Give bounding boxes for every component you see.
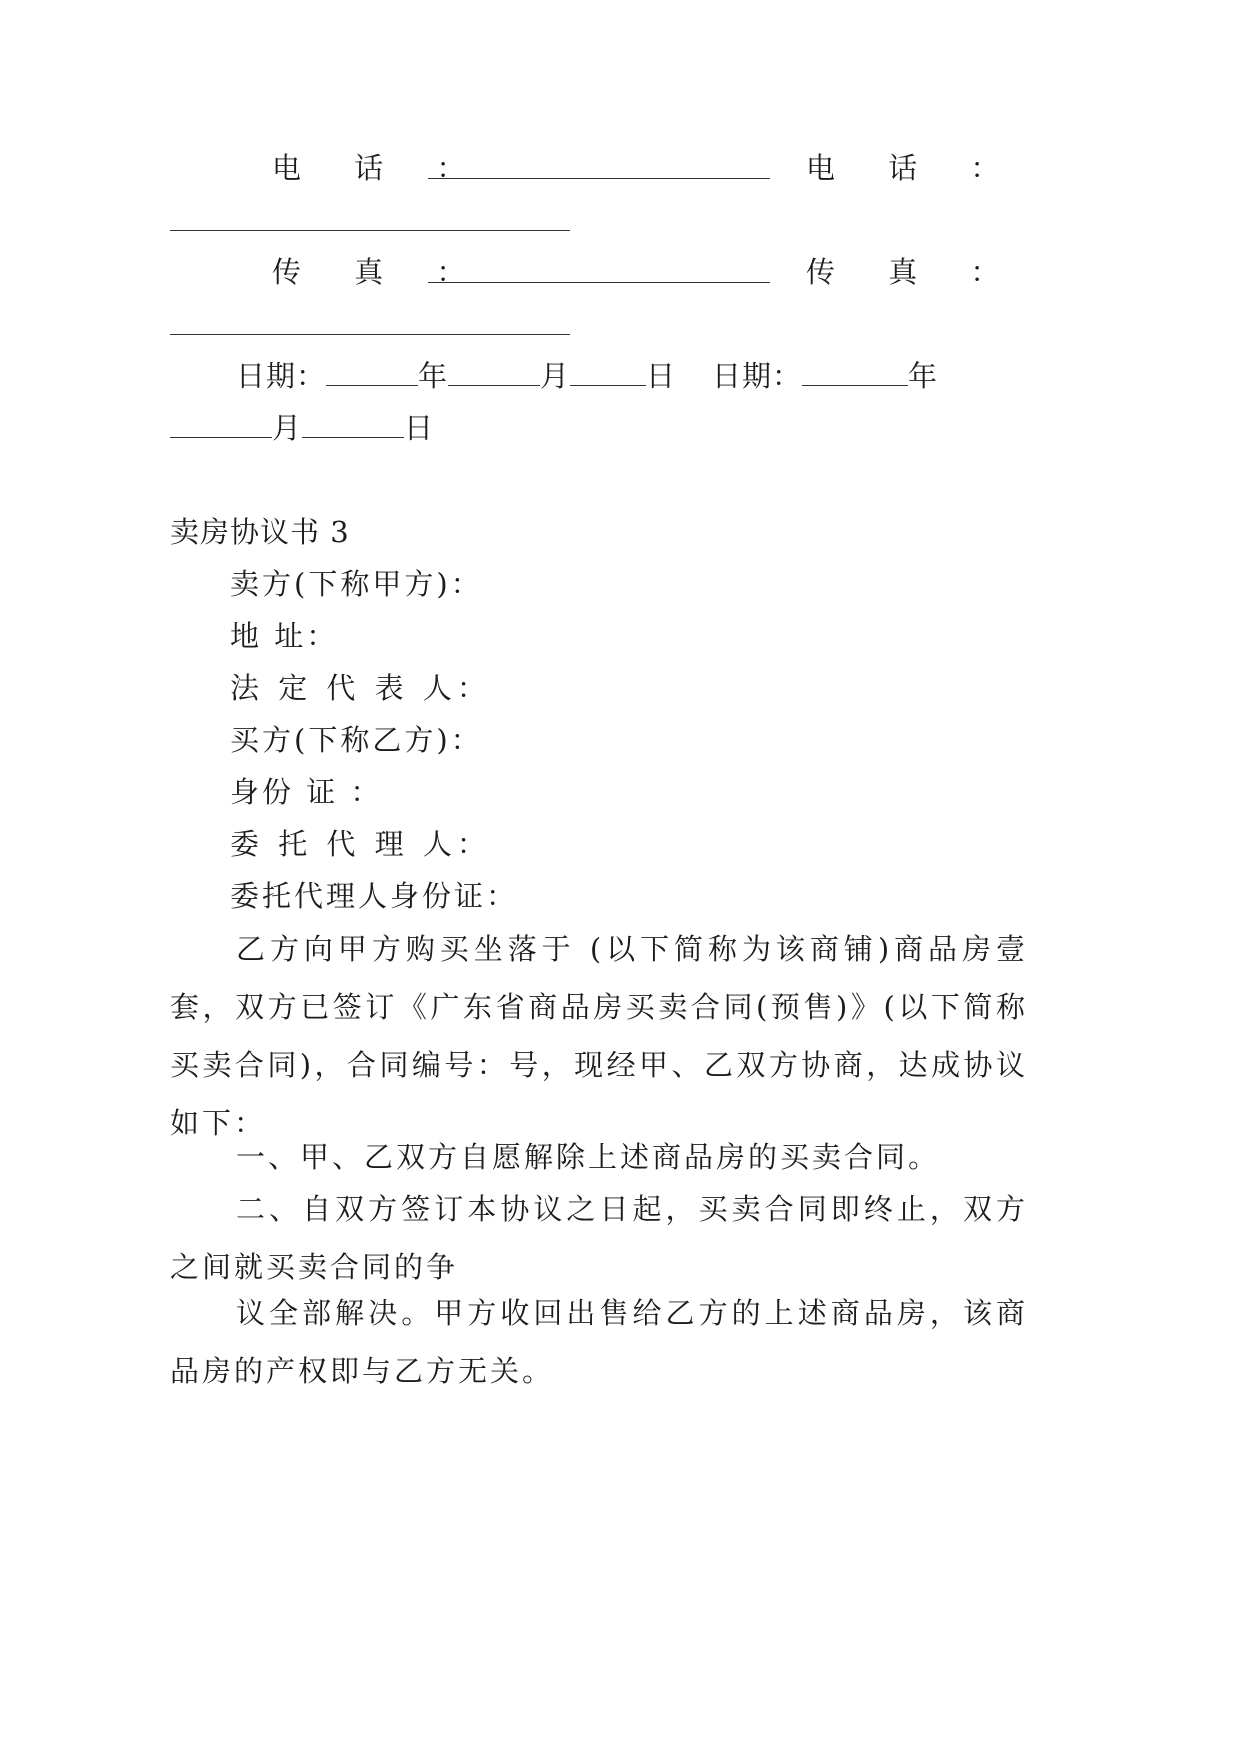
clause-1: 一、甲、乙双方自愿解除上述商品房的买卖合同。 bbox=[236, 1140, 941, 1174]
date-day-blank bbox=[570, 363, 646, 386]
date-row-continued bbox=[170, 408, 434, 448]
phone-label-left: 电 话 ： bbox=[272, 151, 488, 185]
date-year-blank bbox=[326, 363, 418, 386]
date-label-left: 日期： bbox=[236, 359, 327, 393]
seller-field: 卖方(下称甲方)： bbox=[230, 567, 483, 601]
phone-blank-left bbox=[428, 178, 770, 179]
fax-label-left: 传 真 ： bbox=[272, 255, 488, 289]
date-month-blank-right bbox=[170, 415, 272, 438]
intro-paragraph: 乙方向甲方购买坐落于 (以下简称为该商铺)商品房壹套，双方已签订《广东省商品房买卖合同(预售)》(以下简称买卖合同)，合同编号：号，现经甲、乙双方协商，达成协议如下： bbox=[170, 932, 1028, 1140]
date-month-label: 月 bbox=[540, 359, 571, 393]
phone-label-right: 电 话 ： bbox=[806, 151, 1022, 185]
date-month-label-right: 月 bbox=[272, 411, 303, 445]
agent-field: 委 托 代 理 人： bbox=[230, 827, 491, 861]
clause-2: 二、自双方签订本协议之日起，买卖合同即终止，双方之间就买卖合同的争 bbox=[170, 1192, 1028, 1284]
date-day-label: 日 bbox=[646, 359, 677, 393]
clause-2-continued: 议全部解决。甲方收回出售给乙方的上述商品房，该商品房的产权即与乙方无关。 bbox=[170, 1296, 1028, 1388]
fax-blank-left bbox=[428, 282, 770, 283]
date-label-right: 日期： bbox=[712, 359, 803, 393]
agent-id-field: 委托代理人身份证： bbox=[230, 879, 519, 913]
legal-rep-field: 法 定 代 表 人： bbox=[230, 671, 491, 705]
fax-label-right: 传 真 ： bbox=[806, 255, 1022, 289]
date-row-right bbox=[712, 356, 938, 396]
date-row-left bbox=[236, 356, 676, 396]
address-field: 地 址： bbox=[230, 619, 339, 653]
date-month-blank bbox=[448, 363, 540, 386]
fax-blank-right bbox=[170, 334, 570, 335]
id-card-field: 身份 证 ： bbox=[230, 775, 383, 809]
buyer-field: 买方(下称乙方)： bbox=[230, 723, 483, 757]
phone-blank-right bbox=[170, 230, 570, 231]
agreement-title: 卖房协议书 3 bbox=[170, 515, 350, 549]
date-year-label-right: 年 bbox=[908, 359, 939, 393]
date-year-label: 年 bbox=[418, 359, 449, 393]
date-day-blank-right bbox=[302, 415, 404, 438]
date-year-blank-right bbox=[802, 363, 908, 386]
date-day-label-right: 日 bbox=[404, 411, 435, 445]
